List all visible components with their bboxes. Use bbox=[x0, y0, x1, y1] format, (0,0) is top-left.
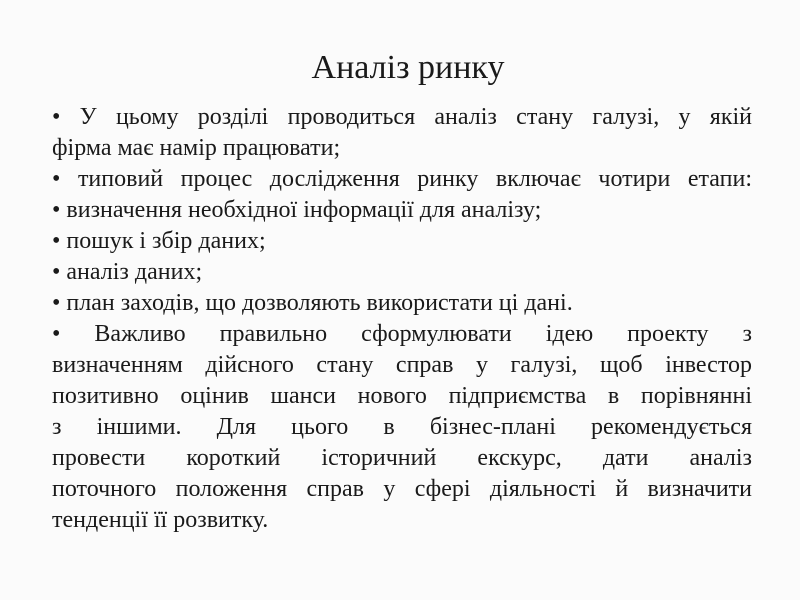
body-line: • пошук і збір даних; bbox=[52, 228, 266, 254]
body-line: провести короткий історичний екскурс, дати аналіз bbox=[52, 445, 752, 471]
body-line: позитивно оцінив шанси нового підприємства в порівнянні bbox=[52, 383, 752, 409]
body-line: • визначення необхідної інформації для аналізу; bbox=[52, 197, 542, 223]
body-line: фірма має намір працювати; bbox=[52, 135, 341, 161]
body-line: тенденції її розвитку. bbox=[52, 507, 269, 533]
body-line: • план заходів, що дозволяють використати ці дані. bbox=[52, 290, 573, 316]
body-line: поточного положення справ у сфері діяльності й визначити bbox=[52, 476, 752, 502]
slide-body bbox=[52, 102, 752, 536]
body-line: • типовий процес дослідження ринку включає чотири етапи: bbox=[52, 166, 752, 192]
body-line: • Важливо правильно сформулювати ідею проекту з bbox=[52, 321, 752, 347]
body-line: • У цьому розділі проводиться аналіз стану галузі, у якій bbox=[52, 104, 752, 130]
body-line: • аналіз даних; bbox=[52, 259, 203, 285]
slide-title: Аналіз ринку bbox=[311, 49, 505, 86]
body-line: з іншими. Для цього в бізнес-плані рекомендується bbox=[52, 414, 752, 440]
body-line: визначенням дійсного стану справ у галузі, щоб інвестор bbox=[52, 352, 752, 378]
